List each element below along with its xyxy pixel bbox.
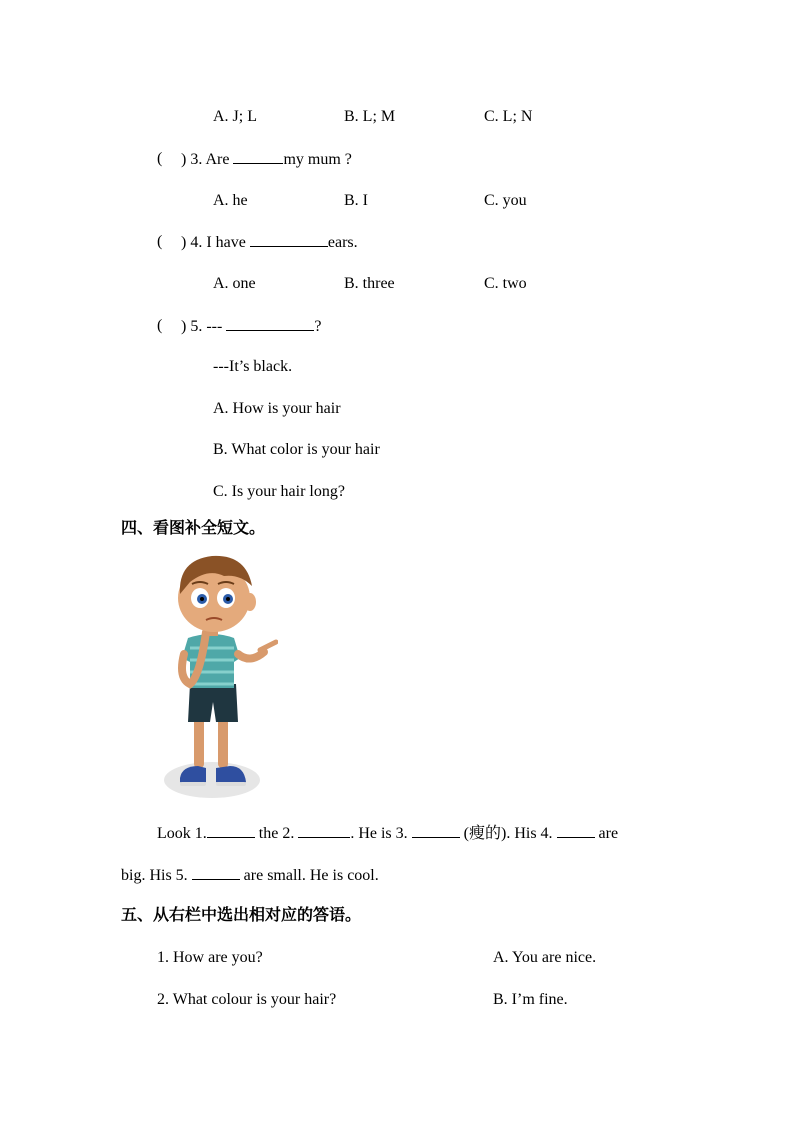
passage-blank-5[interactable]: [192, 865, 240, 880]
passage-blank-4[interactable]: [557, 823, 595, 838]
q5-text-post: ?: [314, 318, 322, 335]
q3-option-c: C. you: [484, 192, 527, 209]
passage-blank-1[interactable]: [207, 823, 255, 838]
q3-answer-blank[interactable]: [233, 149, 283, 164]
q4-text-post: ears.: [327, 234, 358, 251]
section-4-passage-line-1: [157, 823, 618, 844]
section-5-answer-a: A. You are nice.: [493, 949, 597, 966]
passage-blank-2[interactable]: [298, 823, 350, 838]
q4-stem: [181, 232, 358, 253]
passage-text: . He is 3.: [350, 825, 408, 842]
q4-text-pre: 4. I have: [190, 234, 246, 251]
passage-text: Look 1.: [157, 825, 207, 842]
section-5-title: 五、从右栏中选出相对应的答语。: [121, 907, 362, 924]
passage-text: are small. He is cool.: [243, 867, 379, 884]
section-4-passage-line-2: [121, 865, 379, 886]
q3-option-a: A. he: [213, 192, 248, 209]
q3-paren-open: (: [157, 150, 163, 167]
passage-text: are: [598, 825, 619, 842]
q5-stem: [181, 316, 321, 337]
q4-option-c: C. two: [484, 275, 527, 292]
q4-option-b: B. three: [344, 275, 395, 292]
q5-option-a: A. How is your hair: [213, 400, 341, 417]
q5-text-pre: 5. ---: [190, 318, 223, 335]
q3-stem: [181, 149, 352, 170]
q3-option-b: B. I: [344, 192, 368, 209]
q4-answer-blank[interactable]: [250, 232, 328, 247]
q4-option-a: A. one: [213, 275, 256, 292]
passage-text: big. His 5.: [121, 867, 188, 884]
section-5-question-2: 2. What colour is your hair?: [157, 991, 337, 1008]
q3-paren-close: ): [181, 151, 187, 168]
q3-text-post: my mum ?: [283, 151, 352, 168]
q4-paren-open: (: [157, 233, 163, 250]
section-4-title: 四、看图补全短文。: [121, 520, 266, 537]
q2-option-b: B. L; M: [344, 108, 396, 125]
q5-reply: ---It’s black.: [213, 358, 293, 375]
q5-option-c: C. Is your hair long?: [213, 483, 345, 500]
q5-answer-blank[interactable]: [226, 316, 314, 331]
section-5-question-1: 1. How are you?: [157, 949, 263, 966]
q5-option-b: B. What color is your hair: [213, 441, 380, 458]
passage-blank-3[interactable]: [412, 823, 460, 838]
q5-paren-close: ): [181, 318, 187, 335]
q3-text-pre: 3. Are: [190, 151, 230, 168]
q5-paren-open: (: [157, 317, 163, 334]
q2-option-c: C. L; N: [484, 108, 533, 125]
passage-text: the 2.: [258, 825, 295, 842]
passage-text: (瘦的). His 4.: [463, 825, 553, 842]
q4-paren-close: ): [181, 234, 187, 251]
section-5-answer-b: B. I’m fine.: [493, 991, 568, 1008]
boy-illustration: [160, 546, 278, 808]
q2-option-a: A. J; L: [213, 108, 257, 125]
